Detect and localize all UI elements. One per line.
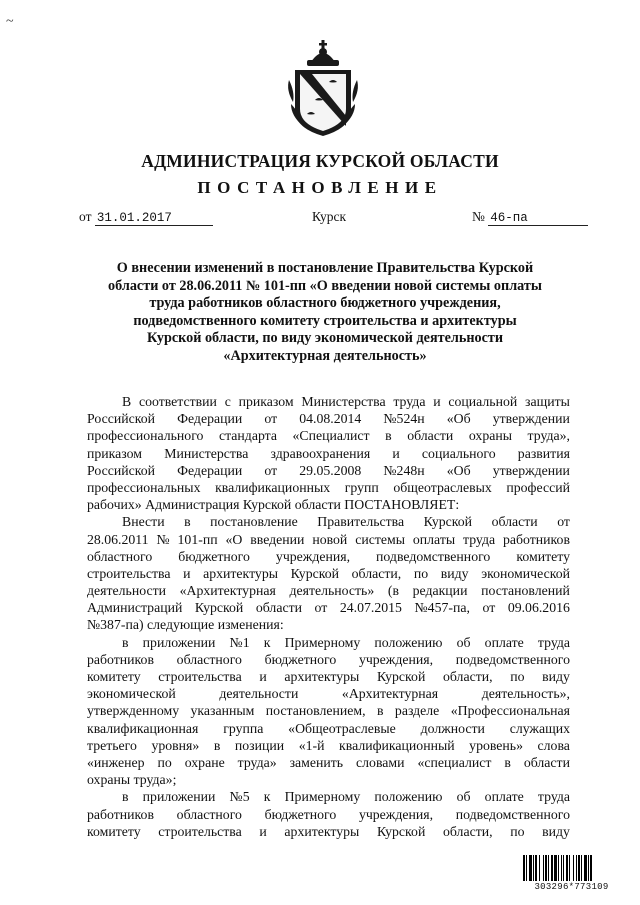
document-title [90, 260, 560, 365]
body-line: экономической деятельности «Архитектурная деятельность», [87, 686, 570, 702]
body-line: в приложении №1 к Примерному положению об оплате труда [122, 634, 570, 650]
body-line: в приложении №5 к Примерному положению об оплате труда [122, 789, 570, 805]
body-line: третьего уровня» в позиции «1-й квалификационный уровень» слова [87, 737, 570, 753]
body-line: утвержденному указанным постановлением, в разделе «Профессиональная [87, 703, 570, 719]
body-line: Администраций Курской области от 24.07.2015 №457-па, от 09.06.2016 [87, 600, 570, 616]
body-line: квалификационная группа «Общеотраслевые должности служащих [87, 720, 570, 736]
document-body [87, 393, 570, 840]
body-line: приказом Министерства здравоохранения и социального развития [87, 445, 570, 461]
body-line: В соответствии с приказом Министерства труда и социальной защиты [122, 394, 570, 409]
body-line: работников областного бюджетного учреждения, подведомственного [87, 806, 570, 822]
body-line: областного бюджетного учреждения, подведомственного комитету [87, 548, 570, 564]
title-line: области от 28.06.2011 № 101-пп «О введении новой системы оплаты [108, 277, 542, 294]
body-line: охраны труда»; [87, 772, 177, 788]
document-date [79, 209, 213, 226]
number-prefix: № [472, 209, 485, 224]
title-line: Курской области, по виду экономической деятельности [146, 330, 504, 346]
body-line: профессионального стандарта «Специалист в области охраны труда», [87, 428, 570, 444]
body-line: №387-па) следующие изменения: [87, 617, 284, 633]
corner-mark: ~ [6, 14, 14, 29]
date-value: 31.01.2017 [95, 211, 213, 226]
barcode-digits: 303296*773109 [534, 882, 609, 892]
body-line: комитету строительства и архитектуры Курской области, по виду [87, 823, 570, 839]
body-line: 28.06.2011 № 101-пп «О введении новой системы оплаты труда работников [87, 531, 570, 547]
coat-of-arms-emblem [285, 40, 361, 138]
body-line: работников областного бюджетного учреждения, подведомственного [87, 651, 570, 667]
title-line: «Архитектурная деятельность» [223, 347, 427, 364]
title-line: труда работников областного бюджетного учреждения, [149, 295, 501, 311]
date-prefix: от [79, 209, 92, 224]
document-type-heading: ПОСТАНОВЛЕНИЕ [197, 178, 443, 197]
body-line: профессиональных квалификационных групп общеотраслевых профессий [87, 479, 570, 495]
body-line: комитету строительства и архитектуры Курской области, по виду [87, 669, 570, 684]
document-city: Курск [312, 209, 347, 224]
barcode [523, 855, 620, 892]
title-line: О внесении изменений в постановление Правительства Курской [116, 260, 534, 276]
body-line: Российской Федерации от 04.08.2014 №524н «Об утверждении [87, 411, 570, 427]
body-line: Внести в постановление Правительства Курской области от [122, 514, 570, 530]
barcode-bars [523, 855, 620, 881]
body-line: строительства и архитектуры Курской области, по виду экономической [87, 565, 570, 581]
organization-title: АДМИНИСТРАЦИЯ КУРСКОЙ ОБЛАСТИ [141, 151, 499, 171]
number-value: 46-па [488, 211, 588, 226]
document-number [472, 209, 588, 226]
body-line: рабочих» Администрация Курской области ПОСТАНОВЛЯЕТ: [87, 497, 460, 513]
title-line: подведомственного комитету строительства и архитектуры [133, 312, 517, 329]
body-line: деятельности «Архитектурная деятельность» (в редакции постановлений [87, 583, 570, 599]
body-line: «инженер по охране труда» заменить словами «специалист в области [87, 754, 570, 770]
body-line: Российской Федерации от 29.05.2008 №248н «Об утверждении [87, 462, 570, 478]
